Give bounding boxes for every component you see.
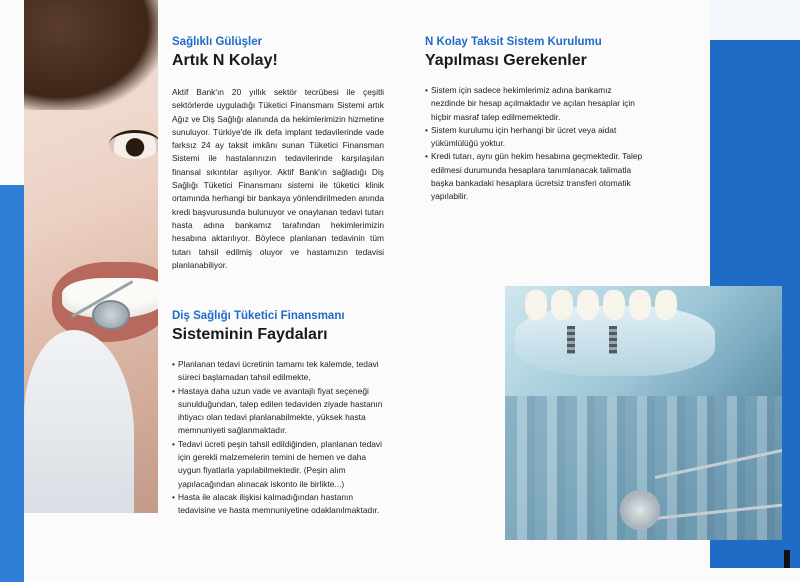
implant-screw-icon xyxy=(567,326,575,354)
tooth-shape xyxy=(551,290,573,320)
section-headline: Sisteminin Faydaları xyxy=(172,326,328,343)
hair-shape xyxy=(24,0,158,110)
tooth-shape xyxy=(629,290,651,320)
section-kicker: Sağlıklı Gülüşler xyxy=(172,36,263,48)
list-item: • Hasta ile alacak ilişkisi kalmadığından hastanın tedavisine ve hasta memnuniyetine odaklanılmaktadır. xyxy=(172,491,384,518)
dental-mirror-icon-2 xyxy=(620,490,660,530)
section-headline: Artık N Kolay! xyxy=(172,52,278,69)
list-item: • Sistem kurulumu için herhangi bir ücret veya aidat yükümlülüğü yoktur. xyxy=(425,124,643,151)
gloved-hand-shape xyxy=(24,330,134,513)
tooth-shape xyxy=(577,290,599,320)
section-paragraph: Aktif Bank'ın 20 yıllık sektör tecrübesi ile çeşitli sektörlerde uyguladığı Tüketici Finansmanı Sistemi artık Ağız ve Diş Sağlığı alanında da hekimlerimizin hizmetine sunuluyor. Türkiye'de ilk defa implant tedavilerinde vade farksız 24 ay taksit imkânı sunan Tüketici Finansman Sistemi ile hastalarınızın tedavilerinde karşılaşılan finansal sıkıntılar aşılıyor. Aktif Bank'ın sağladığı Diş Sağlığı Tüketici Finansmanı sistemi ile tüketici klinik ortamında herhangi bir bankaya yönlendirilmeden anında kredi başvurusunda bulunuyor ve onaylanan tedavi tutarı hasta adına bankamız tarafından hekimlerimizin hesabına aktarılıyor. Böylece planlanan tedavinin tüm tutarı tahsil edilmiş oluyor ve hastamızın tedavisi planlanabiliyor. xyxy=(172,87,384,270)
page-edge-mark xyxy=(784,550,790,568)
tooth-shape xyxy=(603,290,625,320)
list-item: • Sistem için sadece hekimlerimiz adına bankamız nezdinde bir hesap açılmaktadır ve açılan hesaplar için hiçbir masraf talep edilmemektedir. xyxy=(425,84,643,124)
eye-shape xyxy=(109,130,158,159)
tooth-shape xyxy=(525,290,547,320)
section-installation-requirements xyxy=(425,36,643,204)
bullet-list xyxy=(172,358,384,518)
list-item: • Tedavi ücreti peşin tahsil edildiğinden, planlanan tedavi için gerekli malzemelerin temini de hemen ve daha uygun fiyatlarla yapılabilmektedir. (Peşin alım yapılacağından alınacak iskonto ile birlikte...) xyxy=(172,438,384,491)
bullet-list xyxy=(425,84,643,204)
section-headline: Yapılması Gerekenler xyxy=(425,52,587,69)
list-item: • Hastaya daha uzun vade ve avantajlı fiyat seçeneği sunulduğundan, talep edilen tedaviden ziyade hastanın ihtiyacı olan tedavi planlanabilmekte, yüksek hasta memnuniyeti sağlanmaktadır. xyxy=(172,385,384,438)
list-item: • Kredi tutarı, aynı gün hekim hesabına geçmektedir. Talep edilmesi durumunda hesaplara tanımlanacak talimatla başka bankadaki hesaplara ücretsiz transferi otomatik yapılabilir. xyxy=(425,150,643,203)
dental-mirror-icon xyxy=(92,300,130,330)
right-band-top-light xyxy=(710,0,800,40)
implant-screw-icon xyxy=(609,326,617,354)
tooth-shape xyxy=(655,290,677,320)
smiling-woman-photo xyxy=(24,0,158,513)
section-benefits xyxy=(172,310,384,518)
section-healthy-smiles xyxy=(172,36,384,272)
section-kicker: Diş Sağlığı Tüketici Finansmanı xyxy=(172,310,345,322)
left-blue-band xyxy=(0,185,24,582)
section-kicker: N Kolay Taksit Sistem Kurulumu xyxy=(425,36,602,48)
list-item: • Planlanan tedavi ücretinin tamamı tek kalemde, tedavi süreci başlamadan tahsil edilmekte, xyxy=(172,358,384,385)
